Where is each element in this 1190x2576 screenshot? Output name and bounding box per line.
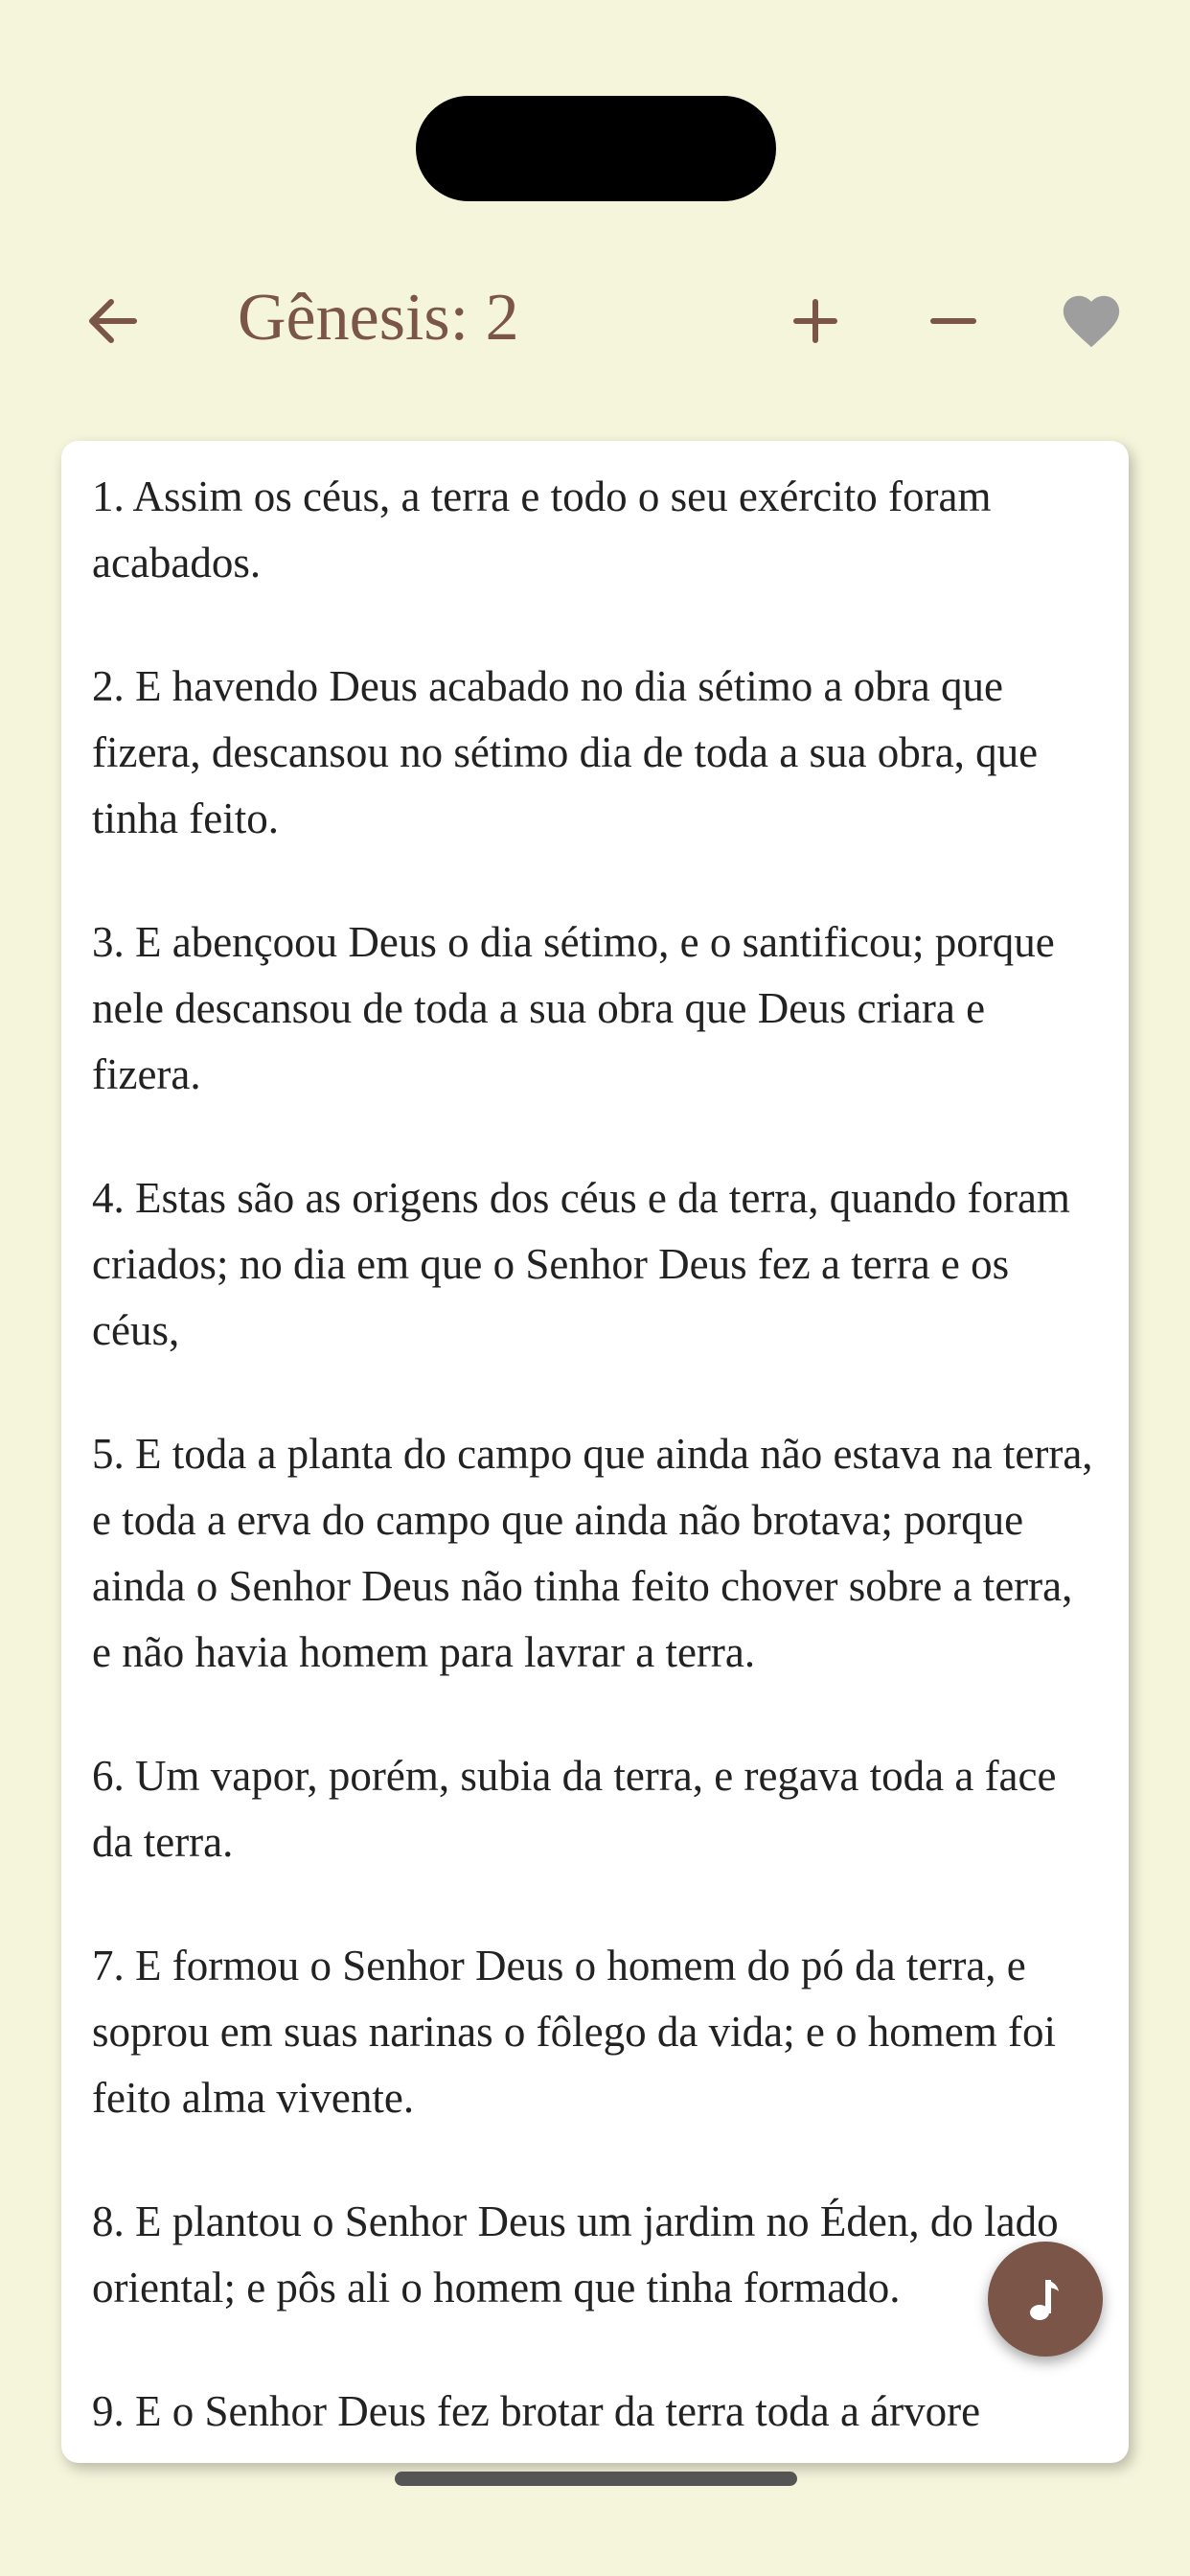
top-bar bbox=[0, 268, 1190, 364]
minus-icon bbox=[920, 288, 987, 355]
verse: 9. E o Senhor Deus fez brotar da terra toda a árvore bbox=[92, 2387, 981, 2435]
increase-font-button[interactable] bbox=[782, 288, 849, 355]
verse: 7. E formou o Senhor Deus o homem do pó da terra, e soprou em suas narinas o fôlego da vida; e o homem foi feito alma vivente. bbox=[92, 1942, 1057, 2122]
verse: 4. Estas são as origens dos céus e da terra, quando foram criados; no dia em que o Senhor Deus fez a terra e os céus, bbox=[92, 1174, 1070, 1354]
verse: 1. Assim os céus, a terra e todo o seu exército foram acabados. bbox=[92, 472, 992, 586]
verse: 8. E plantou o Senhor Deus um jardim no Éden, do lado oriental; e pôs ali o homem que tinha formado. bbox=[92, 2197, 1059, 2312]
plus-icon bbox=[782, 288, 849, 355]
verse: 5. E toda a planta do campo que ainda não estava na terra, e toda a erva do campo que ainda não brotava; porque ainda o Senhor Deus não tinha feito chover sobre a terra, e não havia homem para lavrar a terra. bbox=[92, 1430, 1093, 1676]
chapter-text-card[interactable] bbox=[61, 441, 1129, 2463]
verse: 3. E abençoou Deus o dia sétimo, e o santificou; porque nele descansou de toda a sua obra que Deus criara e fizera. bbox=[92, 918, 1055, 1098]
heart-icon bbox=[1058, 288, 1125, 355]
verse: 6. Um vapor, porém, subia da terra, e regava toda a face da terra. bbox=[92, 1752, 1057, 1866]
page-title: Gênesis: 2 bbox=[238, 281, 519, 355]
home-indicator[interactable] bbox=[395, 2472, 797, 2486]
favorite-button[interactable] bbox=[1058, 288, 1125, 355]
back-button[interactable] bbox=[79, 288, 146, 355]
verse: 2. E havendo Deus acabado no dia sétimo a obra que fizera, descansou no sétimo dia de toda a sua obra, que tinha feito. bbox=[92, 662, 1039, 842]
camera-notch bbox=[416, 96, 776, 201]
audio-play-button[interactable] bbox=[988, 2242, 1103, 2357]
decrease-font-button[interactable] bbox=[920, 288, 987, 355]
arrow-left-icon bbox=[79, 288, 146, 355]
music-note-icon bbox=[1017, 2270, 1074, 2328]
